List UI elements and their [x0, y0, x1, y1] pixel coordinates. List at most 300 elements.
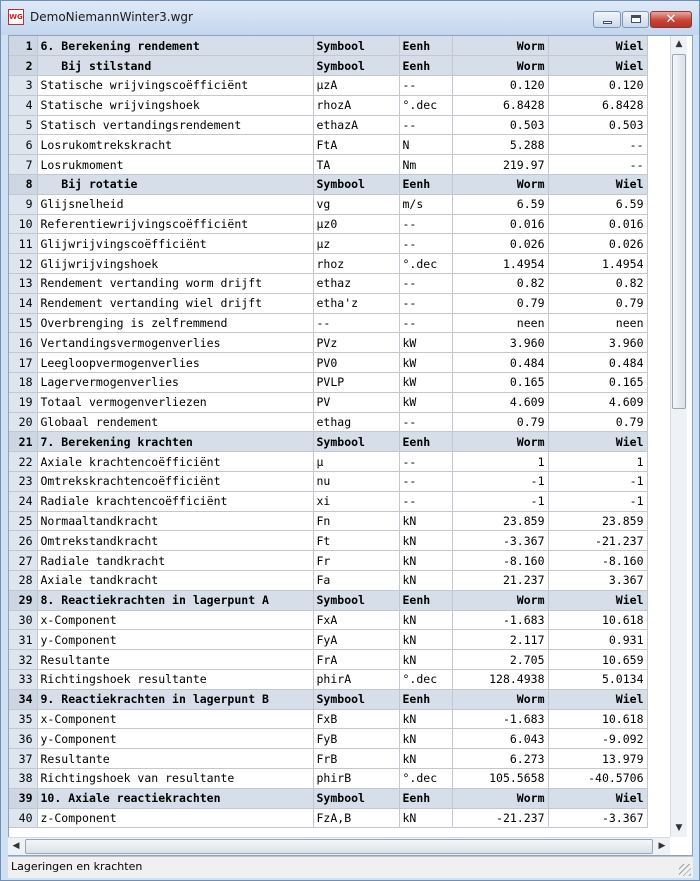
row-number: 13	[9, 274, 37, 294]
table-row[interactable]	[9, 234, 647, 254]
cell-worm[interactable]: 0.026	[452, 234, 548, 254]
row-number: 30	[9, 610, 37, 630]
table-row[interactable]	[9, 729, 647, 749]
table-row[interactable]	[9, 392, 647, 412]
scroll-right-icon[interactable]: ▶	[658, 841, 666, 851]
row-number: 11	[9, 234, 37, 254]
cell-worm[interactable]: 0.016	[452, 214, 548, 234]
cell-wiel[interactable]: Wiel	[548, 590, 647, 610]
cell-label[interactable]: x-Component	[37, 709, 313, 729]
cell-label[interactable]: Omtrekskrachtencoëfficiënt	[37, 472, 313, 492]
row-number: 37	[9, 749, 37, 769]
cell-worm[interactable]: Worm	[452, 432, 548, 452]
close-button[interactable]	[650, 11, 692, 28]
cell-worm[interactable]: -1.683	[452, 610, 548, 630]
table-row[interactable]	[9, 333, 647, 353]
cell-unit[interactable]: kN	[399, 610, 452, 630]
app-icon[interactable]: WG	[8, 9, 24, 25]
cell-worm[interactable]: 6.59	[452, 194, 548, 214]
cell-wiel[interactable]: -1	[548, 472, 647, 492]
cell-symbol[interactable]: Fn	[313, 511, 399, 531]
cell-worm[interactable]: 219.97	[452, 155, 548, 175]
cell-symbol[interactable]: Ft	[313, 531, 399, 551]
row-number: 17	[9, 353, 37, 373]
cell-worm[interactable]: 0.120	[452, 76, 548, 96]
cell-worm[interactable]: 6.273	[452, 749, 548, 769]
cell-wiel[interactable]: 6.8428	[548, 95, 647, 115]
cell-wiel[interactable]: --	[548, 155, 647, 175]
cell-wiel[interactable]: 0.931	[548, 630, 647, 650]
cell-symbol[interactable]: etha'z	[313, 293, 399, 313]
resize-grip-icon[interactable]	[679, 864, 691, 876]
cell-unit[interactable]: Eenh	[399, 432, 452, 452]
cell-unit[interactable]: --	[399, 452, 452, 472]
cell-wiel[interactable]: 23.859	[548, 511, 647, 531]
cell-symbol[interactable]: Symbool	[313, 590, 399, 610]
cell-symbol[interactable]: --	[313, 313, 399, 333]
cell-worm[interactable]: 0.165	[452, 373, 548, 393]
row-number: 9	[9, 194, 37, 214]
cell-symbol[interactable]: µzA	[313, 76, 399, 96]
cell-wiel[interactable]: 0.165	[548, 373, 647, 393]
table-row[interactable]	[9, 95, 647, 115]
cell-label[interactable]: Losrukomtrekskracht	[37, 135, 313, 155]
cell-worm[interactable]: Worm	[452, 689, 548, 709]
cell-wiel[interactable]: --	[548, 135, 647, 155]
cell-unit[interactable]: kN	[399, 709, 452, 729]
cell-label[interactable]: 10. Axiale reactiekrachten	[37, 788, 313, 808]
cell-unit[interactable]: kW	[399, 353, 452, 373]
cell-symbol[interactable]: xi	[313, 491, 399, 511]
cell-unit[interactable]: °.dec	[399, 95, 452, 115]
row-number: 38	[9, 768, 37, 788]
cell-unit[interactable]: kN	[399, 531, 452, 551]
cell-worm[interactable]: 2.705	[452, 650, 548, 670]
cell-unit[interactable]: --	[399, 412, 452, 432]
cell-unit[interactable]: °.dec	[399, 768, 452, 788]
cell-unit[interactable]: N	[399, 135, 452, 155]
row-number: 3	[9, 76, 37, 96]
cell-worm[interactable]: 5.288	[452, 135, 548, 155]
cell-unit[interactable]: --	[399, 472, 452, 492]
cell-worm[interactable]: -1	[452, 472, 548, 492]
table-row[interactable]	[9, 551, 647, 571]
row-number: 33	[9, 670, 37, 690]
cell-label[interactable]: Omtrekstandkracht	[37, 531, 313, 551]
table-row[interactable]	[9, 76, 647, 96]
cell-symbol[interactable]: FyA	[313, 630, 399, 650]
cell-wiel[interactable]: 0.82	[548, 274, 647, 294]
row-number: 31	[9, 630, 37, 650]
table-row[interactable]	[9, 472, 647, 492]
minimize-button[interactable]	[593, 11, 621, 28]
row-number: 2	[9, 56, 37, 76]
table-row[interactable]	[9, 313, 647, 333]
cell-symbol[interactable]: ethaz	[313, 274, 399, 294]
section-header-row[interactable]	[9, 432, 647, 452]
cell-wiel[interactable]: -21.237	[548, 531, 647, 551]
cell-symbol[interactable]: FyB	[313, 729, 399, 749]
vertical-scrollbar[interactable]	[670, 36, 687, 837]
cell-wiel[interactable]: 3.367	[548, 571, 647, 591]
cell-wiel[interactable]: Wiel	[548, 175, 647, 195]
cell-label[interactable]: Rendement vertanding wiel drijft	[37, 293, 313, 313]
cell-symbol[interactable]: ethag	[313, 412, 399, 432]
cell-wiel[interactable]: 0.026	[548, 234, 647, 254]
cell-symbol[interactable]: µz0	[313, 214, 399, 234]
maximize-icon	[631, 15, 641, 23]
cell-label[interactable]: Overbrenging is zelfremmend	[37, 313, 313, 333]
cell-wiel[interactable]: 10.618	[548, 709, 647, 729]
cell-label[interactable]: Richtingshoek resultante	[37, 670, 313, 690]
status-text: Lageringen en krachten	[11, 860, 143, 873]
cell-label[interactable]: Richtingshoek van resultante	[37, 768, 313, 788]
cell-wiel[interactable]: 1	[548, 452, 647, 472]
cell-wiel[interactable]: 3.960	[548, 333, 647, 353]
table-row[interactable]	[9, 531, 647, 551]
cell-symbol[interactable]: Symbool	[313, 56, 399, 76]
row-number: 35	[9, 709, 37, 729]
row-number: 15	[9, 313, 37, 333]
cell-symbol[interactable]: FxA	[313, 610, 399, 630]
cell-unit[interactable]: kN	[399, 729, 452, 749]
cell-label[interactable]: Leegloopvermogenverlies	[37, 353, 313, 373]
cell-wiel[interactable]: Wiel	[548, 432, 647, 452]
cell-unit[interactable]: Nm	[399, 155, 452, 175]
cell-symbol[interactable]: nu	[313, 472, 399, 492]
cell-label[interactable]: Glijwrijvingshoek	[37, 254, 313, 274]
cell-worm[interactable]: -8.160	[452, 551, 548, 571]
cell-wiel[interactable]: 13.979	[548, 749, 647, 769]
cell-label[interactable]: Statisch vertandingsrendement	[37, 115, 313, 135]
cell-worm[interactable]: 21.237	[452, 571, 548, 591]
cell-wiel[interactable]: 6.59	[548, 194, 647, 214]
row-number: 34	[9, 689, 37, 709]
cell-unit[interactable]: kW	[399, 333, 452, 353]
row-number: 21	[9, 432, 37, 452]
cell-symbol[interactable]: Symbool	[313, 175, 399, 195]
cell-unit[interactable]: °.dec	[399, 254, 452, 274]
row-number: 5	[9, 115, 37, 135]
cell-symbol[interactable]: vg	[313, 194, 399, 214]
minimize-icon	[603, 21, 612, 24]
cell-label[interactable]: z-Component	[37, 808, 313, 828]
cell-wiel[interactable]: 10.659	[548, 650, 647, 670]
cell-wiel[interactable]: Wiel	[548, 788, 647, 808]
cell-wiel[interactable]: 0.79	[548, 412, 647, 432]
cell-unit[interactable]: --	[399, 293, 452, 313]
cell-symbol[interactable]: PVLP	[313, 373, 399, 393]
cell-worm[interactable]: 1.4954	[452, 254, 548, 274]
horizontal-scrollbar[interactable]	[8, 837, 670, 855]
section-header-row[interactable]	[9, 689, 647, 709]
table-row[interactable]	[9, 412, 647, 432]
cell-unit[interactable]: kW	[399, 373, 452, 393]
table-row[interactable]	[9, 610, 647, 630]
vertical-scroll-thumb[interactable]	[672, 54, 686, 409]
cell-worm[interactable]: 0.503	[452, 115, 548, 135]
cell-worm[interactable]: -1	[452, 491, 548, 511]
cell-worm[interactable]: 4.609	[452, 392, 548, 412]
cell-unit[interactable]: kN	[399, 650, 452, 670]
cell-unit[interactable]: Eenh	[399, 56, 452, 76]
cell-unit[interactable]: --	[399, 274, 452, 294]
cell-symbol[interactable]: Symbool	[313, 689, 399, 709]
cell-wiel[interactable]: neen	[548, 313, 647, 333]
table-row[interactable]	[9, 709, 647, 729]
cell-label[interactable]: Bij stilstand	[37, 56, 313, 76]
cell-symbol[interactable]: PV0	[313, 353, 399, 373]
cell-symbol[interactable]: PVz	[313, 333, 399, 353]
cell-unit[interactable]: --	[399, 491, 452, 511]
window-title: DemoNiemannWinter3.wgr	[30, 10, 193, 24]
scroll-left-icon[interactable]: ◀	[12, 841, 20, 851]
row-number: 16	[9, 333, 37, 353]
cell-unit[interactable]: --	[399, 313, 452, 333]
table-row[interactable]	[9, 670, 647, 690]
cell-wiel[interactable]: 0.79	[548, 293, 647, 313]
table-row[interactable]	[9, 452, 647, 472]
section-header-row[interactable]	[9, 175, 647, 195]
cell-symbol[interactable]: Symbool	[313, 36, 399, 56]
section-header-row[interactable]	[9, 36, 647, 56]
row-number: 20	[9, 412, 37, 432]
cell-unit[interactable]: kN	[399, 808, 452, 828]
cell-symbol[interactable]: µz	[313, 234, 399, 254]
cell-symbol[interactable]: ethazA	[313, 115, 399, 135]
cell-wiel[interactable]: 5.0134	[548, 670, 647, 690]
cell-wiel[interactable]: Wiel	[548, 689, 647, 709]
cell-wiel[interactable]: -3.367	[548, 808, 647, 828]
cell-label[interactable]: 8. Reactiekrachten in lagerpunt A	[37, 590, 313, 610]
cell-worm[interactable]: 105.5658	[452, 768, 548, 788]
cell-worm[interactable]: 128.4938	[452, 670, 548, 690]
cell-label[interactable]: Statische wrijvingshoek	[37, 95, 313, 115]
cell-wiel[interactable]: Wiel	[548, 36, 647, 56]
cell-label[interactable]: 6. Berekening rendement	[37, 36, 313, 56]
row-number: 7	[9, 155, 37, 175]
cell-label[interactable]: Axiale krachtencoëfficiënt	[37, 452, 313, 472]
cell-worm[interactable]: 1	[452, 452, 548, 472]
row-number: 12	[9, 254, 37, 274]
row-number: 29	[9, 590, 37, 610]
table-row[interactable]	[9, 749, 647, 769]
cell-worm[interactable]: Worm	[452, 590, 548, 610]
cell-unit[interactable]: --	[399, 76, 452, 96]
cell-unit[interactable]: Eenh	[399, 788, 452, 808]
cell-symbol[interactable]: FxB	[313, 709, 399, 729]
cell-worm[interactable]: -1.683	[452, 709, 548, 729]
cell-symbol[interactable]: FzA,B	[313, 808, 399, 828]
cell-label[interactable]: Rendement vertanding worm drijft	[37, 274, 313, 294]
table-row[interactable]	[9, 768, 647, 788]
cell-label[interactable]: Lagervermogenverlies	[37, 373, 313, 393]
row-number: 25	[9, 511, 37, 531]
cell-unit[interactable]: Eenh	[399, 590, 452, 610]
table-row[interactable]	[9, 373, 647, 393]
cell-unit[interactable]: --	[399, 214, 452, 234]
cell-worm[interactable]: 6.8428	[452, 95, 548, 115]
cell-symbol[interactable]: Fr	[313, 551, 399, 571]
close-icon: ✕	[665, 12, 677, 27]
cell-worm[interactable]: 6.043	[452, 729, 548, 749]
table-row[interactable]	[9, 115, 647, 135]
cell-worm[interactable]: 2.117	[452, 630, 548, 650]
cell-label[interactable]: Radiale krachtencoëfficiënt	[37, 491, 313, 511]
row-number: 19	[9, 392, 37, 412]
cell-unit[interactable]: kN	[399, 749, 452, 769]
cell-symbol[interactable]: Symbool	[313, 432, 399, 452]
cell-symbol[interactable]: FrA	[313, 650, 399, 670]
row-number: 26	[9, 531, 37, 551]
cell-worm[interactable]: -21.237	[452, 808, 548, 828]
cell-label[interactable]: Resultante	[37, 650, 313, 670]
cell-label[interactable]: x-Component	[37, 610, 313, 630]
row-number: 1	[9, 36, 37, 56]
table-row[interactable]	[9, 274, 647, 294]
cell-wiel[interactable]: 4.609	[548, 392, 647, 412]
cell-unit[interactable]: --	[399, 115, 452, 135]
cell-wiel[interactable]: 0.484	[548, 353, 647, 373]
cell-label[interactable]: Radiale tandkracht	[37, 551, 313, 571]
cell-worm[interactable]: Worm	[452, 36, 548, 56]
table-row[interactable]	[9, 135, 647, 155]
section-header-row[interactable]	[9, 590, 647, 610]
cell-label[interactable]: 7. Berekening krachten	[37, 432, 313, 452]
cell-label[interactable]: Normaaltandkracht	[37, 511, 313, 531]
cell-worm[interactable]: Worm	[452, 788, 548, 808]
row-number: 36	[9, 729, 37, 749]
cell-worm[interactable]: 0.82	[452, 274, 548, 294]
cell-label[interactable]: Referentiewrijvingscoëfficiënt	[37, 214, 313, 234]
table-row[interactable]	[9, 353, 647, 373]
cell-wiel[interactable]: 0.016	[548, 214, 647, 234]
cell-symbol[interactable]: rhozA	[313, 95, 399, 115]
cell-unit[interactable]: kN	[399, 630, 452, 650]
cell-symbol[interactable]: Symbool	[313, 788, 399, 808]
cell-label[interactable]: y-Component	[37, 630, 313, 650]
table-row[interactable]	[9, 571, 647, 591]
cell-worm[interactable]: Worm	[452, 175, 548, 195]
row-number: 32	[9, 650, 37, 670]
cell-label[interactable]: Bij rotatie	[37, 175, 313, 195]
cell-unit[interactable]: kN	[399, 571, 452, 591]
table-row[interactable]	[9, 214, 647, 234]
table-row[interactable]	[9, 194, 647, 214]
cell-wiel[interactable]: 1.4954	[548, 254, 647, 274]
cell-wiel[interactable]: -8.160	[548, 551, 647, 571]
cell-symbol[interactable]: rhoz	[313, 254, 399, 274]
section-header-row[interactable]	[9, 788, 647, 808]
cell-symbol[interactable]: FtA	[313, 135, 399, 155]
cell-unit[interactable]: --	[399, 234, 452, 254]
cell-worm[interactable]: 3.960	[452, 333, 548, 353]
table-row[interactable]	[9, 630, 647, 650]
cell-label[interactable]: Glijwrijvingscoëfficiënt	[37, 234, 313, 254]
cell-symbol[interactable]: TA	[313, 155, 399, 175]
cell-symbol[interactable]: Fa	[313, 571, 399, 591]
cell-unit[interactable]: kN	[399, 551, 452, 571]
cell-worm[interactable]: -3.367	[452, 531, 548, 551]
table-row[interactable]	[9, 808, 647, 828]
cell-unit[interactable]: °.dec	[399, 670, 452, 690]
cell-unit[interactable]: kW	[399, 392, 452, 412]
row-number: 14	[9, 293, 37, 313]
cell-symbol[interactable]: phirB	[313, 768, 399, 788]
cell-label[interactable]: Totaal vermogenverliezen	[37, 392, 313, 412]
results-grid-area	[8, 35, 693, 856]
cell-wiel[interactable]: -40.5706	[548, 768, 647, 788]
title-bar[interactable]	[1, 1, 699, 35]
cell-symbol[interactable]: PV	[313, 392, 399, 412]
cell-worm[interactable]: neen	[452, 313, 548, 333]
row-number: 40	[9, 808, 37, 828]
row-number: 23	[9, 472, 37, 492]
table-row[interactable]	[9, 155, 647, 175]
cell-wiel[interactable]: Wiel	[548, 56, 647, 76]
cell-worm[interactable]: Worm	[452, 56, 548, 76]
cell-label[interactable]: Statische wrijvingscoëfficiënt	[37, 76, 313, 96]
scroll-down-icon[interactable]: ▼	[675, 823, 683, 833]
cell-label[interactable]: Axiale tandkracht	[37, 571, 313, 591]
cell-symbol[interactable]: µ	[313, 452, 399, 472]
row-number: 8	[9, 175, 37, 195]
cell-symbol[interactable]: FrB	[313, 749, 399, 769]
table-row[interactable]	[9, 491, 647, 511]
cell-symbol[interactable]: phirA	[313, 670, 399, 690]
maximize-button[interactable]	[622, 11, 649, 28]
cell-unit[interactable]: m/s	[399, 194, 452, 214]
cell-worm[interactable]: 0.79	[452, 293, 548, 313]
cell-label[interactable]: Globaal rendement	[37, 412, 313, 432]
cell-wiel[interactable]: 10.618	[548, 610, 647, 630]
row-number: 28	[9, 571, 37, 591]
table-row[interactable]	[9, 511, 647, 531]
cell-label[interactable]: Vertandingsvermogenverlies	[37, 333, 313, 353]
scroll-up-icon[interactable]: ▲	[675, 39, 683, 49]
row-number: 18	[9, 373, 37, 393]
cell-wiel[interactable]: -9.092	[548, 729, 647, 749]
cell-worm[interactable]: 0.79	[452, 412, 548, 432]
cell-wiel[interactable]: 0.503	[548, 115, 647, 135]
horizontal-scroll-thumb[interactable]	[25, 839, 653, 854]
row-number: 22	[9, 452, 37, 472]
cell-label[interactable]: Glijsnelheid	[37, 194, 313, 214]
row-number: 6	[9, 135, 37, 155]
cell-wiel[interactable]: -1	[548, 491, 647, 511]
cell-unit[interactable]: Eenh	[399, 36, 452, 56]
cell-label[interactable]: Losrukmoment	[37, 155, 313, 175]
cell-unit[interactable]: Eenh	[399, 175, 452, 195]
cell-worm[interactable]: 0.484	[452, 353, 548, 373]
cell-label[interactable]: 9. Reactiekrachten in lagerpunt B	[37, 689, 313, 709]
row-number: 27	[9, 551, 37, 571]
cell-unit[interactable]: Eenh	[399, 689, 452, 709]
cell-unit[interactable]: kN	[399, 511, 452, 531]
row-number: 24	[9, 491, 37, 511]
cell-label[interactable]: y-Component	[37, 729, 313, 749]
status-bar	[8, 856, 693, 878]
table-row[interactable]	[9, 650, 647, 670]
cell-wiel[interactable]: 0.120	[548, 76, 647, 96]
table-row[interactable]	[9, 254, 647, 274]
cell-label[interactable]: Resultante	[37, 749, 313, 769]
row-number: 39	[9, 788, 37, 808]
section-header-row[interactable]	[9, 56, 647, 76]
row-number: 4	[9, 95, 37, 115]
table-row[interactable]	[9, 293, 647, 313]
cell-worm[interactable]: 23.859	[452, 511, 548, 531]
